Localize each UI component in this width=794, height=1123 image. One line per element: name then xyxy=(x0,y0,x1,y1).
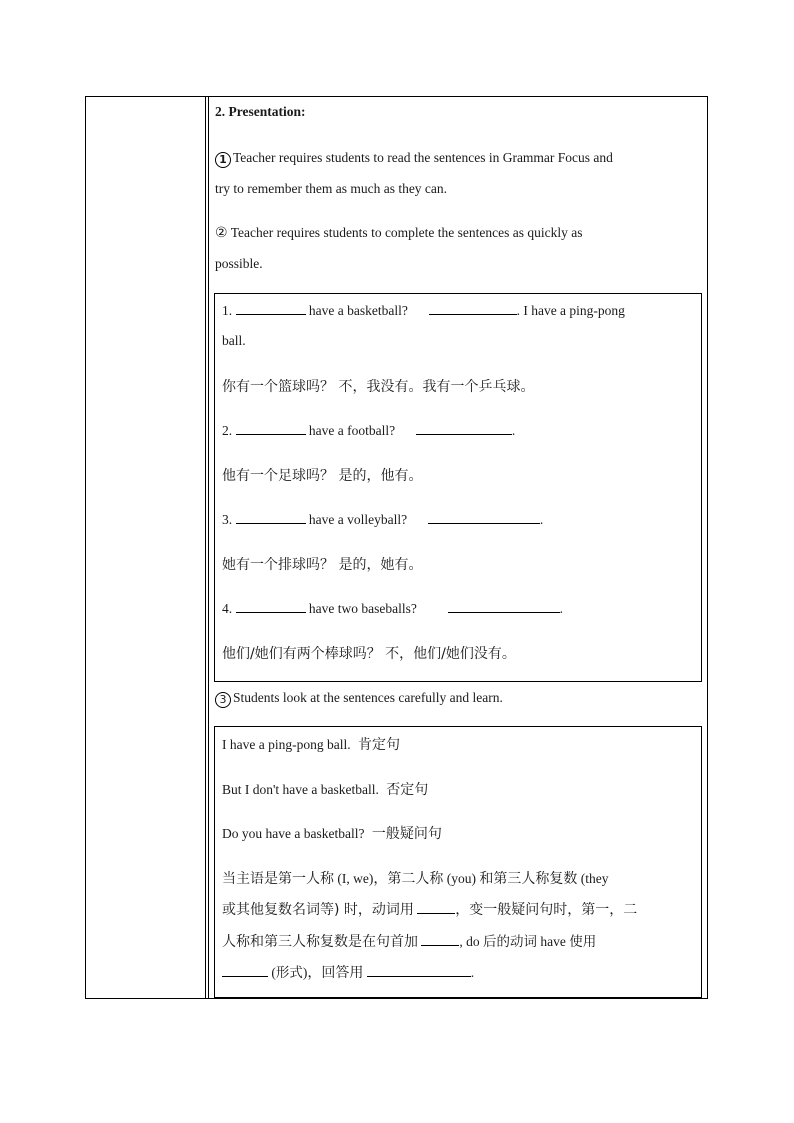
step1-line1 xyxy=(215,150,613,168)
rule-l1-part-e: 和第三人称复数 xyxy=(479,871,578,887)
rule-l2-part-a: 或其他复数名词等 xyxy=(222,902,334,918)
s2-english: But I don't have a basketball. xyxy=(222,782,379,797)
step3-marker: 3 xyxy=(215,692,231,708)
step3-text: Students look at the sentences carefully and learn. xyxy=(233,690,503,705)
s2-chinese: 否定句 xyxy=(386,782,429,798)
rule-line-3 xyxy=(222,930,596,951)
rule-l4-part-b: ，回答用 xyxy=(307,965,364,981)
q1-number: 1. xyxy=(222,303,233,318)
rule-l3-part-b: , do 后的动词 have 使用 xyxy=(459,934,597,949)
rule-l1-part-b: (I, we) xyxy=(334,871,374,886)
step1-line2: try to remember them as much as they can. xyxy=(215,181,448,196)
q3-chinese: 她有一个排球吗？ 是的，她有。 xyxy=(222,557,423,573)
rule-l1-part-d: (you) xyxy=(443,871,480,886)
q1-blank-2[interactable] xyxy=(429,302,517,315)
step2-line2: possible. xyxy=(215,256,263,271)
rule-l1-part-a: 当主语是第一人称 xyxy=(222,871,334,887)
column-divider-inner xyxy=(208,97,209,998)
exercise-box xyxy=(214,293,702,682)
q2-blank-1[interactable] xyxy=(236,422,306,435)
grammar-box xyxy=(214,726,702,998)
q4-number: 4. xyxy=(222,601,233,616)
q1-tail: . I have a ping-pong xyxy=(516,303,625,318)
column-divider xyxy=(205,97,206,998)
section-title: 2. Presentation: xyxy=(215,104,306,119)
q3-text: have a volleyball? xyxy=(308,512,408,527)
question-1 xyxy=(222,302,625,319)
q3-blank-1[interactable] xyxy=(236,511,306,524)
q3-blank-2[interactable] xyxy=(428,511,540,524)
step2-marker: ② xyxy=(215,225,228,241)
s1-english: I have a ping-pong ball. xyxy=(222,737,351,752)
q2-tail: . xyxy=(511,423,516,438)
q3-number: 3. xyxy=(222,512,233,527)
rule-blank-4[interactable] xyxy=(367,964,471,977)
q4-blank-1[interactable] xyxy=(236,600,306,613)
step2-line1 xyxy=(215,225,583,241)
q2-text: have a football? xyxy=(308,423,396,438)
rule-l3-part-a: 人称和第三人称复数是在句首加 xyxy=(222,934,418,950)
question-3 xyxy=(222,511,543,528)
q1-text: have a basketball? xyxy=(308,303,408,318)
q1-continuation: ball. xyxy=(222,333,246,348)
q4-blank-2[interactable] xyxy=(448,600,560,613)
step1-text: Teacher requires students to read the sentences in Grammar Focus and xyxy=(233,150,613,165)
rule-line-1 xyxy=(222,868,608,888)
rule-line-2 xyxy=(222,899,637,919)
step3-line xyxy=(215,690,503,708)
question-2 xyxy=(222,422,515,439)
grammar-sentence-2 xyxy=(222,779,428,799)
rule-blank-1[interactable] xyxy=(417,901,455,914)
rule-l4-part-c: . xyxy=(470,965,475,980)
rule-blank-2[interactable] xyxy=(421,933,459,946)
grammar-sentence-3 xyxy=(222,823,442,843)
rule-l2-part-c: ，变一般疑问句时，第一，二 xyxy=(455,902,638,918)
q2-number: 2. xyxy=(222,423,233,438)
rule-line-4 xyxy=(222,961,474,982)
grammar-sentence-1 xyxy=(222,734,400,754)
q2-blank-2[interactable] xyxy=(416,422,512,435)
q4-tail: . xyxy=(559,601,563,616)
rule-l1-part-c: ，第二人称 xyxy=(373,871,444,887)
step1-marker: 1 xyxy=(215,152,231,168)
rule-l1-part-f: (they xyxy=(577,871,609,886)
s3-chinese: 一般疑问句 xyxy=(371,826,442,842)
s3-english: Do you have a basketball? xyxy=(222,826,365,841)
s1-chinese: 肯定句 xyxy=(357,737,400,753)
q4-text: have two baseballs? xyxy=(308,601,417,616)
step2-text: Teacher requires students to complete the sentences as quickly as xyxy=(227,225,583,240)
question-4 xyxy=(222,600,563,617)
q4-chinese: 他们/她们有两个棒球吗？ 不，他们/她们没有。 xyxy=(222,646,516,662)
rule-l2-part-b: ) 时，动词用 xyxy=(334,902,414,918)
rule-l4-part-a: (形式) xyxy=(268,965,308,980)
q1-blank-1[interactable] xyxy=(236,302,306,315)
q1-chinese: 你有一个篮球吗？ 不，我没有。我有一个乒乓球。 xyxy=(222,379,535,395)
q2-chinese: 他有一个足球吗？ 是的，他有。 xyxy=(222,468,423,484)
q3-tail: . xyxy=(539,512,544,527)
rule-blank-3[interactable] xyxy=(222,964,268,977)
